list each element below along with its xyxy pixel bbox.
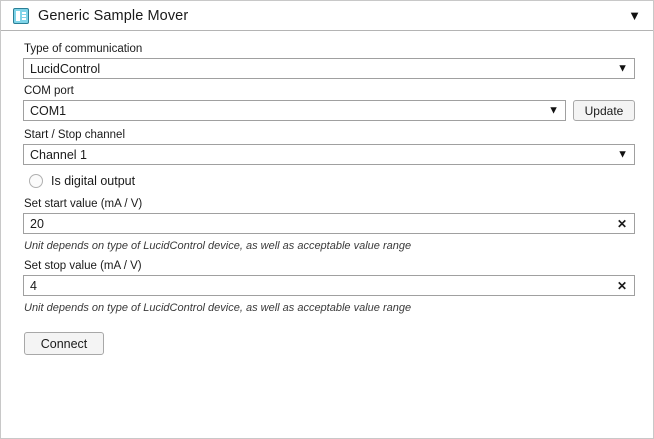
panel-body	[1, 31, 653, 355]
clear-icon[interactable]: ✕	[616, 278, 627, 293]
update-button[interactable]: Update	[573, 100, 635, 121]
label-set-stop-value: Set stop value (mA / V)	[24, 260, 142, 272]
start-stop-channel-select[interactable]	[23, 144, 635, 165]
stop-value-input[interactable]	[23, 275, 635, 296]
label-set-start-value: Set start value (mA / V)	[24, 198, 143, 210]
label-type-of-communication: Type of communication	[24, 43, 143, 55]
page-title: Generic Sample Mover	[38, 7, 189, 24]
start-value-text: 20	[30, 216, 44, 231]
chevron-down-icon: ▼	[617, 62, 628, 74]
start-value-input[interactable]	[23, 213, 635, 234]
chevron-down-icon[interactable]: ▼	[628, 8, 641, 23]
start-value-hint: Unit depends on type of LucidControl device, as well as acceptable value range	[24, 240, 412, 252]
is-digital-output-label: Is digital output	[51, 174, 136, 188]
com-port-select[interactable]	[23, 100, 566, 121]
com-port-value: COM1	[30, 103, 67, 118]
connect-button[interactable]: Connect	[24, 332, 104, 355]
label-com-port: COM port	[24, 85, 74, 97]
stop-value-hint: Unit depends on type of LucidControl device, as well as acceptable value range	[24, 302, 412, 314]
com-port-row	[23, 100, 635, 121]
label-start-stop-channel: Start / Stop channel	[24, 129, 126, 141]
communication-type-value: LucidControl	[30, 61, 101, 76]
stop-value-text: 4	[30, 278, 37, 293]
chevron-down-icon: ▼	[548, 104, 559, 116]
communication-type-select[interactable]	[23, 58, 635, 79]
panel-header[interactable]	[1, 1, 653, 31]
device-module-icon	[13, 8, 29, 24]
chevron-down-icon: ▼	[617, 148, 628, 160]
is-digital-output-radio[interactable]	[29, 174, 43, 188]
start-stop-channel-value: Channel 1	[30, 147, 87, 162]
com-port-select-wrap	[23, 100, 566, 121]
is-digital-output-option[interactable]	[29, 174, 635, 188]
clear-icon[interactable]: ✕	[616, 216, 627, 231]
